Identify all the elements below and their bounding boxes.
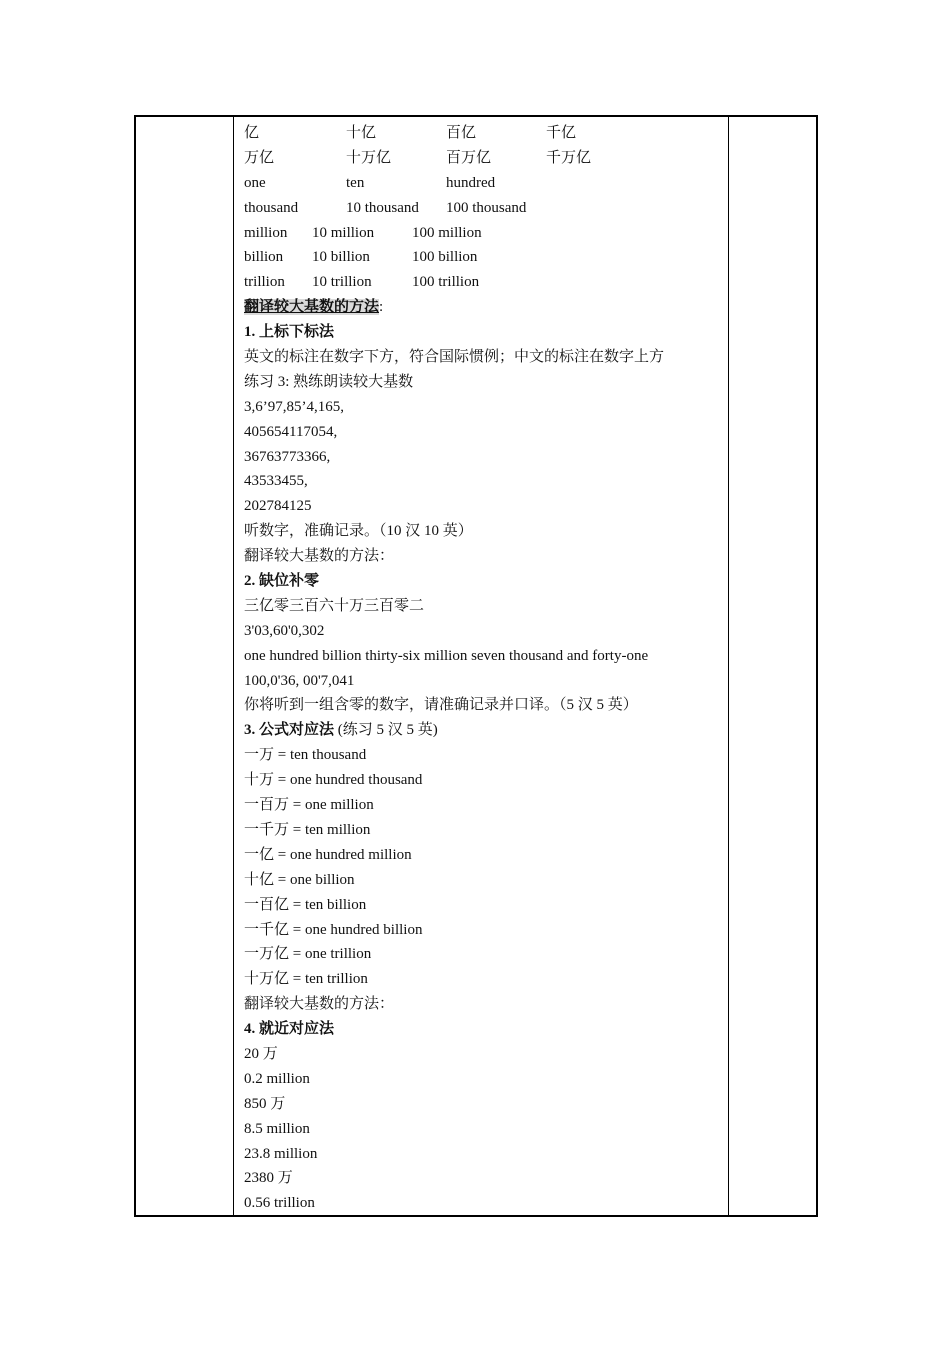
formula-line: 一亿 = one hundred million — [244, 846, 412, 863]
unit-cell: 10 thousand — [346, 199, 419, 216]
unit-cell: 千万亿 — [546, 149, 592, 166]
section-2-line: 3'03,60'0,302 — [244, 622, 325, 639]
unit-cell: trillion — [244, 274, 285, 291]
method-heading-plain: 翻译较大基数的方法： — [244, 996, 395, 1013]
formula-line: 十亿 = one billion — [244, 871, 355, 888]
unit-cell: 百亿 — [446, 125, 477, 141]
formula-line: 一百亿 = ten billion — [244, 896, 367, 913]
section-4-line: 850 万 — [244, 1095, 286, 1112]
column-divider-right — [728, 117, 729, 1215]
formula-line: 十万亿 = ten trillion — [244, 971, 368, 988]
column-divider-left — [233, 117, 234, 1215]
section-4-line: 0.56 trillion — [244, 1195, 315, 1212]
unit-cell: 100 billion — [412, 249, 478, 266]
unit-cell: 十万亿 — [346, 149, 392, 166]
unit-cell: 100 thousand — [446, 199, 527, 216]
practice-number: 202784125 — [244, 498, 312, 515]
listening-instruction: 听数字，准确记录。（10 汉 10 英） — [244, 523, 473, 540]
formula-line: 一万亿 = one trillion — [244, 946, 372, 963]
unit-cell: 100 trillion — [412, 274, 480, 291]
unit-cell: 10 trillion — [312, 274, 372, 291]
section-3-note: (练习 5 汉 5 英) — [334, 722, 438, 739]
unit-cell: 十亿 — [346, 125, 377, 141]
practice-number: 405654117054, — [244, 423, 338, 440]
section-4-title: 4. 就近对应法 — [244, 1021, 335, 1038]
units-row — [244, 245, 724, 270]
section-4-line: 20 万 — [244, 1045, 278, 1062]
lesson-content — [244, 121, 724, 1216]
section-2-line: 三亿零三百六十万三百零二 — [244, 597, 425, 614]
section-3-title: 3. 公式对应法 — [244, 722, 335, 739]
unit-cell: 10 million — [312, 224, 375, 241]
practice-number: 43533455, — [244, 473, 308, 490]
unit-cell: thousand — [244, 199, 299, 216]
practice-number: 3,6’97,85’4,165, — [244, 398, 344, 415]
lesson-table — [134, 115, 818, 1217]
unit-cell: 千亿 — [546, 125, 577, 141]
section-4-line: 23.8 million — [244, 1145, 318, 1162]
method-heading-text: 翻译较大基数的方法 — [244, 299, 380, 316]
method-heading-plain: 翻译较大基数的方法： — [244, 548, 395, 565]
section-1-title: 1. 上标下标法 — [244, 324, 335, 341]
units-row — [244, 121, 724, 146]
formula-line: 一百万 = one million — [244, 797, 374, 814]
formula-line: 一千亿 = one hundred billion — [244, 921, 423, 938]
unit-cell: billion — [244, 249, 284, 266]
units-row — [244, 196, 724, 221]
section-4-line: 8.5 million — [244, 1120, 310, 1137]
unit-cell: 亿 — [244, 125, 260, 141]
section-2-title: 2. 缺位补零 — [244, 573, 320, 590]
section-1-description: 英文的标注在数字下方，符合国际惯例；中文的标注在数字上方 — [244, 349, 665, 366]
unit-cell: 10 billion — [312, 249, 370, 266]
unit-cell: 百万亿 — [446, 149, 492, 166]
method-heading-colon: : — [379, 299, 384, 316]
units-row — [244, 270, 724, 295]
section-2-line: 100,0'36, 00'7,041 — [244, 672, 355, 689]
section-3-title-row — [244, 718, 724, 743]
unit-cell: 万亿 — [244, 149, 275, 166]
unit-cell: hundred — [446, 174, 496, 191]
units-row — [244, 221, 724, 246]
section-2-line: 你将听到一组含零的数字，请准确记录并口译。（5 汉 5 英） — [244, 697, 638, 714]
units-row — [244, 146, 724, 171]
unit-cell: one — [244, 174, 266, 191]
unit-cell: million — [244, 224, 288, 241]
unit-cell: ten — [346, 174, 365, 191]
formula-line: 一千万 = ten million — [244, 821, 371, 838]
formula-line: 一万 = ten thousand — [244, 747, 367, 764]
exercise-3-label: 练习 3: 熟练朗读较大基数 — [244, 373, 414, 390]
method-heading — [244, 295, 724, 320]
formula-line: 十万 = one hundred thousand — [244, 772, 423, 789]
section-4-line: 0.2 million — [244, 1070, 310, 1087]
practice-number: 36763773366, — [244, 448, 331, 465]
units-row — [244, 171, 724, 196]
section-2-line: one hundred billion thirty-six million seven thousand and forty-one — [244, 647, 649, 664]
unit-cell: 100 million — [412, 224, 482, 241]
section-4-line: 2380 万 — [244, 1170, 293, 1187]
